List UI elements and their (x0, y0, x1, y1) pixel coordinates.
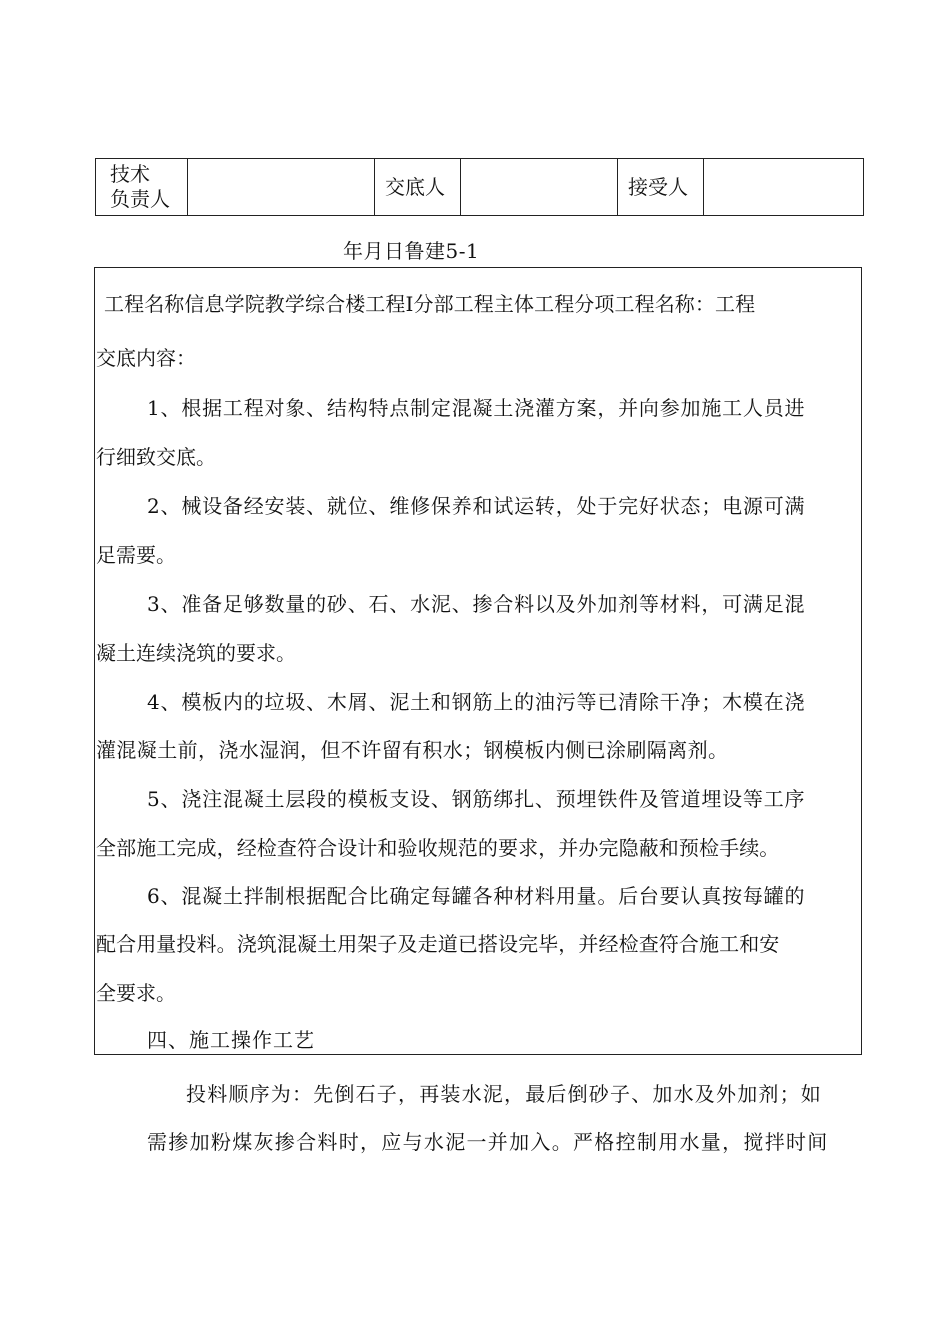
item-3-line-1: 3、准备足够数量的砂、石、水泥、掺合料以及外加剂等材料，可满足混 (147, 592, 806, 616)
tech-lead-label-line1: 技术 (110, 162, 150, 186)
item-2-line-2: 足需要。 (96, 543, 176, 567)
section-heading: 四、施工操作工艺 (147, 1028, 315, 1052)
tech-lead-value-cell[interactable] (188, 159, 375, 216)
item-5-line-2: 全部施工完成，经检查符合设计和验收规范的要求，并办完隐蔽和预检手续。 (96, 836, 780, 860)
item-6-line-3: 全要求。 (96, 981, 176, 1005)
item-6-line-1: 6、混凝土拌制根据配合比确定每罐各种材料用量。后台要认真按每罐的 (147, 884, 806, 908)
item-6-line-2: 配合用量投料。浇筑混凝土用架子及走道已搭设完毕，并经检查符合施工和安 (96, 932, 780, 956)
signature-table (95, 158, 864, 216)
form-number: 年月日鲁建5-1 (343, 239, 480, 263)
item-2-line-1: 2、械设备经安装、就位、维修保养和试运转，处于完好状态；电源可满 (147, 494, 806, 518)
item-4-line-1: 4、模板内的垃圾、木屑、泥土和钢筋上的油污等已清除干净；木模在浇 (147, 690, 806, 714)
after-box-line-1: 投料顺序为：先倒石子，再装水泥，最后倒砂子、加水及外加剂；如 (186, 1082, 822, 1106)
content-label: 交底内容： (96, 346, 196, 370)
tech-lead-label (96, 159, 188, 216)
item-3-line-2: 凝土连续浇筑的要求。 (96, 641, 296, 665)
item-1-line-1: 1、根据工程对象、结构特点制定混凝土浇灌方案，并向参加施工人员进 (147, 396, 806, 420)
after-box-line-2: 需掺加粉煤灰掺合料时，应与水泥一并加入。严格控制用水量，搅拌时间 (147, 1130, 829, 1154)
receiver-value-cell[interactable] (704, 159, 864, 216)
item-1-line-2: 行细致交底。 (96, 445, 216, 469)
item-5-line-1: 5、浇注混凝土层段的模板支设、钢筋绑扎、预埋铁件及管道埋设等工序 (147, 787, 806, 811)
tech-lead-label-line2: 负责人 (110, 187, 170, 211)
disclosure-content-box (94, 267, 862, 1055)
receiver-label: 接受人 (618, 159, 704, 216)
discloser-label: 交底人 (375, 159, 461, 216)
project-header-line: 工程名称信息学院教学综合楼工程Ⅰ分部工程主体工程分项工程名称：工程 (104, 292, 756, 316)
discloser-value-cell[interactable] (461, 159, 618, 216)
item-4-line-2: 灌混凝土前，浇水湿润，但不许留有积水；钢模板内侧已涂刷隔离剂。 (96, 738, 729, 762)
